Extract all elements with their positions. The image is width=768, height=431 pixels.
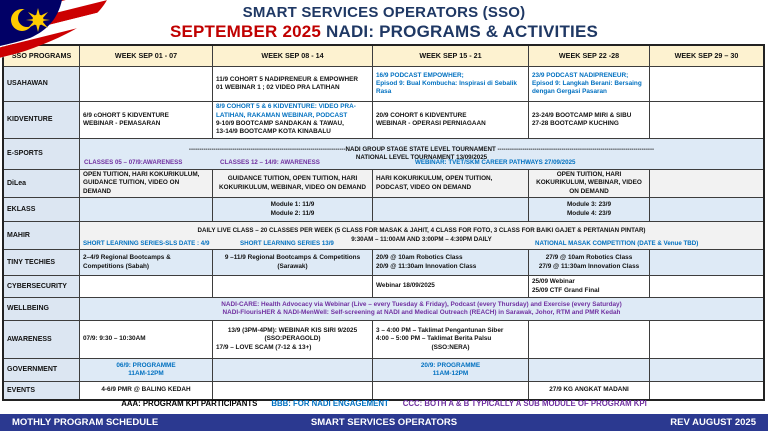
gov-week4: [529, 359, 650, 381]
row-label: CYBERSECURITY: [4, 276, 80, 297]
row-label: EVENTS: [4, 382, 80, 399]
tiny-week1: [80, 250, 213, 275]
row-usahawan: [4, 67, 763, 102]
col-header-week5: WEEK SEP 29 – 30: [650, 46, 763, 66]
row-tiny-techies: [4, 250, 763, 276]
row-label: USAHAWAN: [4, 67, 80, 101]
cell-line: 13-14/9 BOOTCAMP KOTA KINABALU: [216, 128, 331, 136]
row-label: E-SPORTS: [4, 139, 80, 169]
cell-line: Competitions (Sabah): [83, 262, 150, 270]
col-header-week3: WEEK SEP 15 - 21: [373, 46, 529, 66]
cell-line: Module 1: 11/9: [270, 201, 315, 209]
usahawan-week1: [80, 67, 213, 101]
legend-aaa: AAA: PROGRAM KPI PARTICIPANTS: [121, 399, 258, 408]
esports-classes2: CLASSES 12 – 14/9: AWARENESS: [220, 158, 320, 166]
cell-line: 13/9 (3PM-4PM): WEBINAR KIS SIRI 9/2025: [227, 327, 358, 334]
aware-week5: [650, 321, 763, 358]
aware-week1: 07/9: 9:30 – 10:30AM: [80, 321, 213, 358]
eklass-week5: [650, 198, 763, 221]
cell-line: 25/09 CTF Grand Final: [532, 286, 600, 294]
bottom-bar: [0, 414, 768, 431]
gov-week3: [373, 359, 529, 381]
cell-line: 3 – 4:00 PM – Taklimat Pengantunan Siber: [376, 327, 504, 334]
cyber-week4: [529, 276, 650, 297]
dilea-week1: OPEN TUITION, HARI KOKURIKULUM, GUIDANCE TUITION, VIDEO ON DEMAND: [80, 170, 213, 197]
row-wellbeing: [4, 298, 763, 321]
tiny-week4: [529, 250, 650, 275]
cyber-week2: [213, 276, 373, 297]
events-week2: [213, 382, 373, 399]
aware-week3: [373, 321, 529, 358]
cell-line: 23/9 PODCAST NADIPRENEUR;: [532, 71, 629, 79]
kidventure-week4: [529, 102, 650, 138]
dilea-week5: [650, 170, 763, 197]
cell-line: 20/9 @ 10am Robotics Class: [376, 254, 463, 262]
esports-classes1: CLASSES 05 – 07/9:AWARENESS: [84, 158, 183, 166]
bottom-bar-right: REV AUGUST 2025: [670, 417, 756, 428]
kidventure-week3: [373, 102, 529, 138]
usahawan-week4: [529, 67, 650, 101]
row-label: MAHIR: [4, 222, 80, 249]
cell-line: WEBINAR - PEMASARAN: [83, 120, 161, 127]
row-label: KIDVENTURE: [4, 102, 80, 138]
cell-line: 06/9: PROGRAMME: [116, 361, 176, 369]
gov-week1: [80, 359, 213, 381]
row-government: [4, 359, 763, 382]
malaysia-flag-icon: [0, 0, 108, 58]
usahawan-week3: [373, 67, 529, 101]
dilea-week2: GUIDANCE TUITION, OPEN TUITION, HARI KOKURIKULUM, WEBINAR, VIDEO ON DEMAND: [213, 170, 373, 197]
aware-week4: [529, 321, 650, 358]
events-week4: 27/9 KG ANGKAT MADANI: [529, 382, 650, 399]
esports-webinar: WEBINAR: TVET/SKM CAREER PATHWAYS 27/09/2025: [415, 158, 576, 166]
tournament-line: ----------------------------------------------------------------------------NADI GROUP STAGE STATE LEVEL TOURNAMENT ----------------------------------------------------------------------------: [188, 145, 655, 153]
cell-line: 27-28 BOOTCAMP KUCHING: [532, 120, 619, 127]
cell-line: 27/9 @ 10am Robotics Class: [545, 254, 633, 262]
cell-line: 9 –11/9 Regional Bootcamps & Competitions: [224, 254, 361, 262]
row-mahir: [4, 222, 763, 250]
cell-line: 23-24/9 BOOTCAMP MIRI & SIBU: [532, 111, 632, 119]
cell-line: Episod 9: Bual Kombucha: Inspirasi di Sebalik Rasa: [376, 79, 517, 96]
cell-line: 16/9 PODCAST EMPOWHER;: [376, 71, 464, 79]
legend-ccc: CCC: BOTH A & B TYPICALLY A SUB MODULE OF PROGRAM KPI: [402, 399, 647, 408]
gov-week5: [650, 359, 763, 381]
wellbeing-span: [80, 298, 763, 320]
cell-line: WEBINAR - OPERASI PERNIAGAAN: [376, 120, 486, 127]
wellbeing-line2: NADI-FlourisHER & NADI-MenWell: Self-screening at NADI and Medical Outreach (REACH) in Sarawak, Johor, RTM and PMR Kedah: [222, 309, 621, 316]
cell-line: 8/9 COHORT 5 & 6 KIDVENTURE: VIDEO PRA-LATIHAN, RAKAMAN WEBINAR, PODCAST: [216, 103, 356, 119]
row-kidventure: [4, 102, 763, 139]
dilea-week4: OPEN TUITION, HARI KOKURIKULUM, WEBINAR, VIDEO ON DEMAND: [529, 170, 650, 197]
cell-line: (SSO:PERAGOLD): [264, 335, 321, 343]
page-title-line2: [0, 22, 768, 42]
row-dilea: [4, 170, 763, 198]
row-label: DiLea: [4, 170, 80, 197]
row-cybersecurity: [4, 276, 763, 298]
cell-line: Episod 9: Langkah Berani: Bersaing dengan Gergasi Pasaran: [532, 79, 642, 96]
title-rest: NADI: PROGRAMS & ACTIVITIES: [321, 22, 599, 41]
cell-line: 01 WEBINAR 1 ; 02 VIDEO PRA LATIHAN: [216, 84, 340, 91]
col-header-week1: WEEK SEP 01 - 07: [80, 46, 213, 66]
events-week3: [373, 382, 529, 399]
tiny-week5: [650, 250, 763, 275]
cell-line: 20/9: PROGRAMME: [420, 361, 481, 369]
cell-line: Module 4: 23/9: [566, 209, 612, 217]
cell-line: 17/9 – LOVE SCAM (7-12 & 13+): [216, 343, 312, 351]
row-esports: [4, 139, 763, 170]
mahir-masak: NATIONAL MASAK COMPETITION (DATE & Venue TBD): [535, 239, 699, 247]
row-label: EKLASS: [4, 198, 80, 221]
aware-week2: [213, 321, 373, 358]
col-header-sso-programs: SSO PROGRAMS: [4, 46, 80, 66]
row-label: AWARENESS: [4, 321, 80, 358]
usahawan-week2: [213, 67, 373, 101]
mahir-line1: DAILY LIVE CLASS – 20 CLASSES PER WEEK (5 CLASS FOR MASAK & JAHIT, 4 CLASS FOR FOTO, 3 CLASS FOR BAIKI GAJET & PERTANIAN PINTAR): [197, 227, 646, 235]
cyber-week1: [80, 276, 213, 297]
gov-week2: [213, 359, 373, 381]
wellbeing-line1: NADI-CARE: Health Advocacy via Webinar (Live – every Tuesday & Friday), Podcast (every Thursday) and Exercise (every Saturday): [221, 300, 622, 308]
tournament-line2: NATIONAL LEVEL TOURNAMENT 13/09/2025: [355, 154, 488, 161]
dilea-week3: HARI KOKURIKULUM, OPEN TUITION, PODCAST, VIDEO ON DEMAND: [373, 170, 529, 197]
cell-line: 11/9 COHORT 5 NADIPRENEUR & EMPOWHER: [216, 75, 359, 83]
cell-line: 27/9 @ 11:30am Innovation Class: [538, 262, 640, 270]
page-title-line1: SMART SERVICES OPERATORS (SSO): [242, 4, 526, 21]
cyber-week5: [650, 276, 763, 297]
legend: [0, 399, 768, 408]
tiny-week2: [213, 250, 373, 275]
eklass-week3: [373, 198, 529, 221]
cell-line: Module 3: 23/9: [566, 201, 612, 209]
row-awareness: [4, 321, 763, 359]
eklass-week1: [80, 198, 213, 221]
title-month: SEPTEMBER 2025: [169, 22, 322, 41]
bottom-bar-center: SMART SERVICES OPERATORS: [310, 417, 458, 428]
eklass-week2: [213, 198, 373, 221]
mahir-sls2: SHORT LEARNING SERIES 13/9: [240, 239, 334, 247]
mahir-line2: 9:30AM – 11:00AM AND 3:00PM – 4:30PM DAILY: [351, 235, 492, 243]
page-header: [0, 0, 768, 44]
cell-line: 11AM-12PM: [128, 370, 164, 377]
row-label: WELLBEING: [4, 298, 80, 320]
row-label: GOVERNMENT: [4, 359, 80, 381]
table-header-row: [4, 46, 763, 67]
bottom-bar-left: MOTHLY PROGRAM SCHEDULE: [12, 417, 159, 428]
cell-line: 20/9 COHORT 6 KIDVENTURE: [376, 111, 467, 119]
esports-span: [80, 139, 763, 169]
col-header-week2: WEEK SEP 08 - 14: [213, 46, 373, 66]
mahir-sls1: SHORT LEARNING SERIES-SLS DATE : 4/9: [83, 239, 210, 247]
cell-line: Module 2: 11/9: [270, 209, 315, 217]
cell-line: 2–4/9 Regional Bootcamps &: [83, 254, 171, 262]
mahir-span: [80, 222, 763, 249]
cell-line: 25/09 Webinar: [532, 278, 575, 286]
cell-line: 4:00 – 5:00 PM – Taklimat Berita Palsu: [376, 335, 492, 343]
cell-line: 11AM-12PM: [432, 370, 469, 377]
cell-line: 20/9 @ 11:30am Innovation Class: [376, 262, 477, 270]
row-eklass: [4, 198, 763, 222]
eklass-week4: [529, 198, 650, 221]
cell-line: (Sarawak): [277, 262, 308, 270]
kidventure-week1: [80, 102, 213, 138]
cell-line: 9-10/9 BOOTCAMP SANDAKAN & TAWAU,: [216, 120, 344, 127]
cyber-week3: Webinar 18/09/2025: [373, 276, 529, 297]
cell-line: (SSO:NERA): [431, 343, 470, 351]
events-week1: 4-6/9 PMR @ BALING KEDAH: [80, 382, 213, 399]
cell-line: 6/9 cOHORT 5 KIDVENTURE: [83, 111, 169, 119]
tiny-week3: [373, 250, 529, 275]
programs-table: [2, 44, 765, 401]
usahawan-week5: [650, 67, 763, 101]
row-events: [4, 382, 763, 399]
legend-bbb: BBB: FOR NADI ENGAGEMENT: [271, 399, 389, 408]
row-label: TINY TECHIES: [4, 250, 80, 275]
col-header-week4: WEEK SEP 22 -28: [529, 46, 650, 66]
kidventure-week2: [213, 102, 373, 138]
events-week5: [650, 382, 763, 399]
kidventure-week5: [650, 102, 763, 138]
